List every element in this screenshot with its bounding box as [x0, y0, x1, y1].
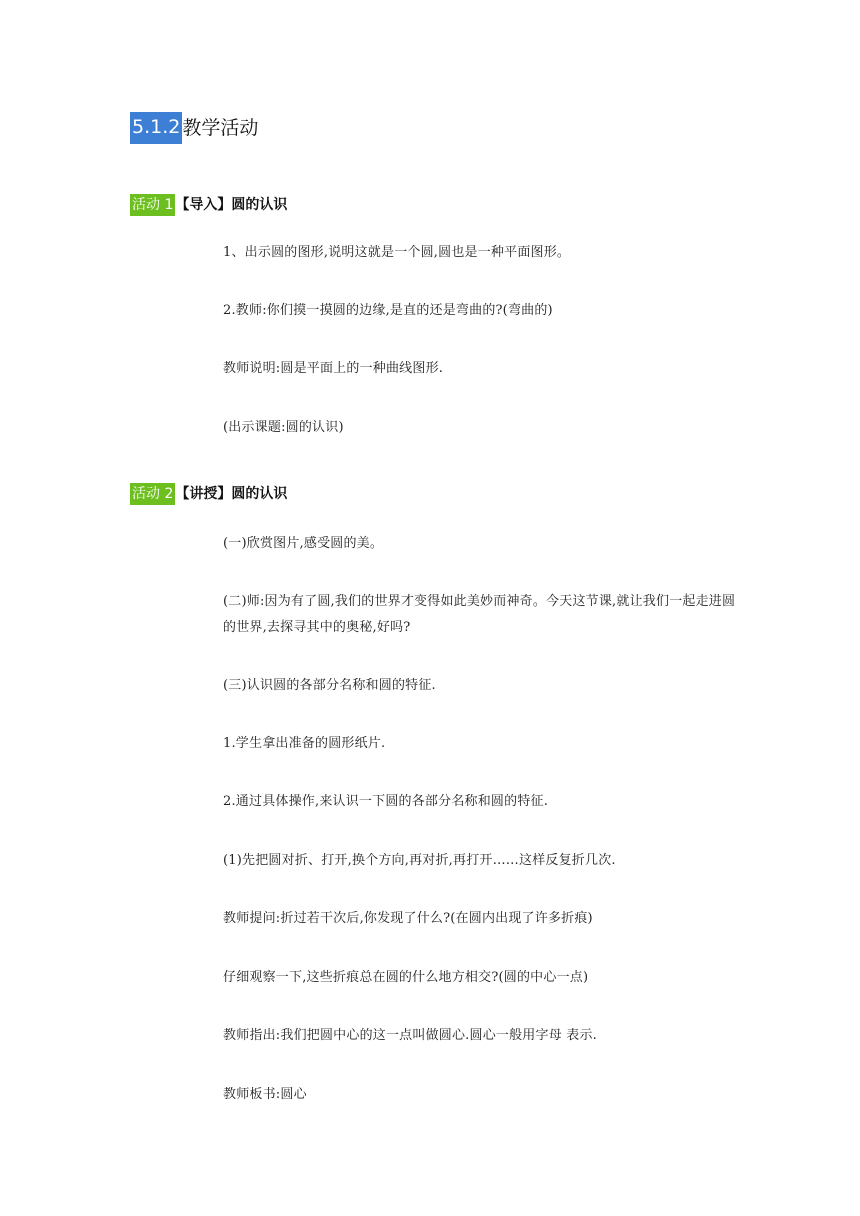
- activity-2-paragraph: 1.学生拿出准备的圆形纸片.: [223, 736, 386, 751]
- activity-2-paragraph: (一)欣赏图片,感受圆的美。: [223, 536, 384, 551]
- activity-2-paragraph: 教师提问:折过若干次后,你发现了什么?(在圆内出现了许多折痕): [223, 911, 593, 926]
- activity-2-paragraph: 教师指出:我们把圆中心的这一点叫做圆心.圆心一般用字母 表示.: [223, 1028, 597, 1043]
- activity-2-paragraph: 仔细观察一下,这些折痕总在圆的什么地方相交?(圆的中心一点): [223, 970, 589, 985]
- activity-2-title: 【讲授】圆的认识: [175, 486, 288, 502]
- activity-1-title: 【导入】圆的认识: [175, 197, 288, 213]
- section-title: 教学活动: [182, 116, 259, 139]
- activity-2-tag: 活动 2: [130, 483, 175, 505]
- activity-1-paragraph: 1、出示圆的图形,说明这就是一个圆,圆也是一种平面图形。: [223, 245, 571, 260]
- activity-2-paragraph: (三)认识圆的各部分名称和圆的特征.: [223, 678, 436, 693]
- activity-1-paragraph: 2.教师:你们摸一摸圆的边缘,是直的还是弯曲的?(弯曲的): [223, 303, 553, 318]
- activity-2-paragraph: 2.通过具体操作,来认识一下圆的各部分名称和圆的特征.: [223, 794, 549, 809]
- activity-2-paragraph: (二)师:因为有了圆,我们的世界才变得如此美妙而神奇。今天这节课,就让我们一起走进圆的世界,去探寻其中的奥秘,好吗?: [223, 594, 736, 635]
- activity-1-tag: 活动 1: [130, 194, 175, 216]
- activity-1-heading: [130, 194, 287, 216]
- activity-2-paragraph: (1)先把圆对折、打开,换个方向,再对折,再打开……这样反复折几次.: [223, 853, 616, 868]
- activity-1-paragraph: (出示课题:圆的认识): [223, 420, 344, 435]
- section-number: 5.1.2: [130, 112, 182, 144]
- activity-2-paragraph: 教师板书:圆心: [223, 1087, 307, 1102]
- activity-1-paragraph: 教师说明:圆是平面上的一种曲线图形.: [223, 361, 444, 376]
- activity-2-heading: [130, 483, 287, 505]
- section-heading: [130, 112, 258, 144]
